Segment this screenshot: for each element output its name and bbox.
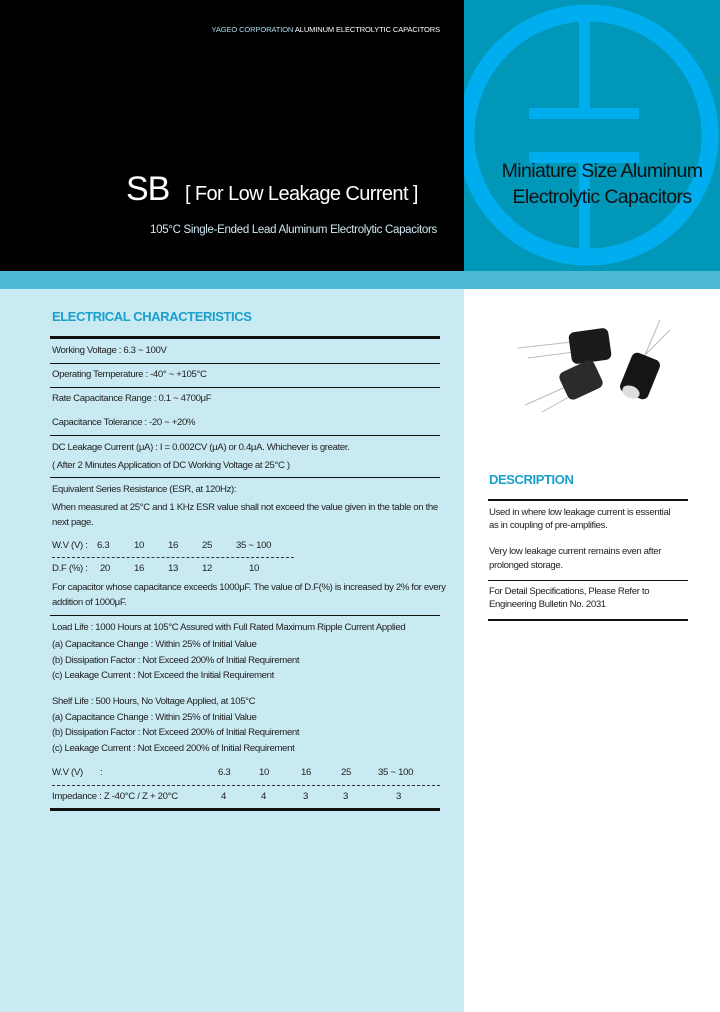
electrical-heading: ELECTRICAL CHARACTERISTICS — [52, 309, 252, 324]
product-title — [464, 158, 720, 210]
description-text: Used in where low leakage current is essential — [489, 507, 671, 518]
divider — [50, 387, 440, 388]
spec-esr-text: next page. — [52, 517, 94, 528]
product-title-line: Electrolytic Capacitors — [512, 186, 692, 208]
imp-label: Impedance : Z -40°C / Z + 20°C — [52, 791, 178, 802]
product-subtitle: 105°C Single-Ended Lead Aluminum Electrolytic Capacitors — [150, 224, 437, 236]
corporate-line — [120, 25, 440, 34]
spec-esr-title: Equivalent Series Resistance (ESR, at 120Hz): — [52, 484, 237, 495]
description-text: Very low leakage current remains even after — [489, 546, 662, 557]
spec-esr-text: When measured at 25°C and 1 KHz ESR value shall not exceed the value given in the table on the — [52, 502, 438, 513]
imp-wv-cell: 35 ~ 100 — [378, 767, 414, 778]
df-wv-cell: 25 — [202, 540, 213, 551]
load-life-item: (c) Leakage Current : Not Exceed the Initial Requirement — [52, 670, 274, 681]
description-text: as in coupling of pre-amplifies. — [489, 520, 608, 531]
load-life-item: (b) Dissipation Factor : Not Exceed 200% of Initial Requirement — [52, 655, 300, 666]
imp-cell: 4 — [221, 791, 227, 802]
load-life-title: Load Life : 1000 Hours at 105°C Assured with Full Rated Maximum Ripple Current Applied — [52, 622, 406, 633]
imp-wv-cell: 6.3 — [218, 767, 231, 778]
series-name: SB — [126, 170, 170, 208]
imp-cell: 3 — [303, 791, 309, 802]
df-wv-cell: 6.3 — [97, 540, 110, 551]
description-text: prolonged storage. — [489, 560, 563, 571]
df-wv-cell: 16 — [168, 540, 179, 551]
spec-cap-tolerance: Capacitance Tolerance : -20 ~ +20% — [52, 417, 196, 428]
divider — [488, 580, 688, 581]
dashed-divider — [52, 785, 440, 786]
series-subtitle: [ For Low Leakage Current ] — [185, 183, 418, 205]
description-text: Engineering Bulletin No. 2031 — [489, 599, 606, 610]
shelf-life-title: Shelf Life : 500 Hours, No Voltage Applied, at 105°C — [52, 696, 256, 707]
spec-cap-range: Rate Capacitance Range : 0.1 ~ 4700μF — [52, 393, 212, 404]
shelf-life-item: (b) Dissipation Factor : Not Exceed 200% of Initial Requirement — [52, 727, 300, 738]
df-label: D.F (%) : — [52, 563, 88, 574]
description-text: For Detail Specifications, Please Refer to — [489, 586, 650, 597]
imp-wv-cell: 16 — [301, 767, 312, 778]
description-heading: DESCRIPTION — [489, 472, 574, 487]
divider — [50, 615, 440, 616]
df-cell: 20 — [100, 563, 111, 574]
product-title-line: Miniature Size Aluminum — [501, 160, 703, 182]
df-cell: 12 — [202, 563, 213, 574]
divider — [50, 363, 440, 364]
df-note: For capacitor whose capacitance exceeds 1000μF. The value of D.F(%) is increased by 2% for every — [52, 582, 446, 593]
imp-wv-colon: : — [100, 767, 103, 778]
corp-name: YAGEO CORPORATION — [211, 25, 294, 34]
df-wv-cell: 35 ~ 100 — [236, 540, 272, 551]
divider — [50, 808, 440, 811]
df-wv-label: W.V (V) : — [52, 540, 88, 551]
df-wv-cell: 10 — [134, 540, 145, 551]
spec-operating-temp: Operating Temperature : -40° ~ +105°C — [52, 369, 207, 380]
imp-cell: 4 — [261, 791, 267, 802]
imp-cell: 3 — [396, 791, 402, 802]
dashed-divider — [52, 557, 294, 558]
header-band — [0, 271, 720, 289]
divider — [50, 336, 440, 339]
shelf-life-item: (a) Capacitance Change : Within 25% of Initial Value — [52, 712, 257, 723]
spec-dc-leakage-note: ( After 2 Minutes Application of DC Working Voltage at 25°C ) — [52, 460, 290, 471]
imp-cell: 3 — [343, 791, 349, 802]
divider — [50, 435, 440, 436]
capacitors-photo — [510, 310, 670, 425]
spec-dc-leakage: DC Leakage Current (μA) : I = 0.002CV (μA) or 0.4μA. Whichever is greater. — [52, 442, 350, 453]
imp-wv-cell: 10 — [259, 767, 270, 778]
df-cell: 13 — [168, 563, 179, 574]
imp-wv-cell: 25 — [341, 767, 352, 778]
df-cell: 10 — [249, 563, 260, 574]
divider — [488, 619, 688, 621]
df-note: addition of 1000μF. — [52, 597, 127, 608]
corp-product: ALUMINUM ELECTROLYTIC CAPACITORS — [294, 25, 440, 34]
spec-working-voltage: Working Voltage : 6.3 ~ 100V — [52, 345, 167, 356]
divider — [50, 477, 440, 478]
load-life-item: (a) Capacitance Change : Within 25% of Initial Value — [52, 639, 257, 650]
shelf-life-item: (c) Leakage Current : Not Exceed 200% of Initial Requirement — [52, 743, 295, 754]
imp-wv-label: W.V (V) — [52, 767, 83, 778]
capacitor-symbol-logo — [464, 0, 720, 272]
header-logo-panel — [464, 0, 720, 272]
divider — [488, 499, 688, 501]
df-cell: 16 — [134, 563, 145, 574]
